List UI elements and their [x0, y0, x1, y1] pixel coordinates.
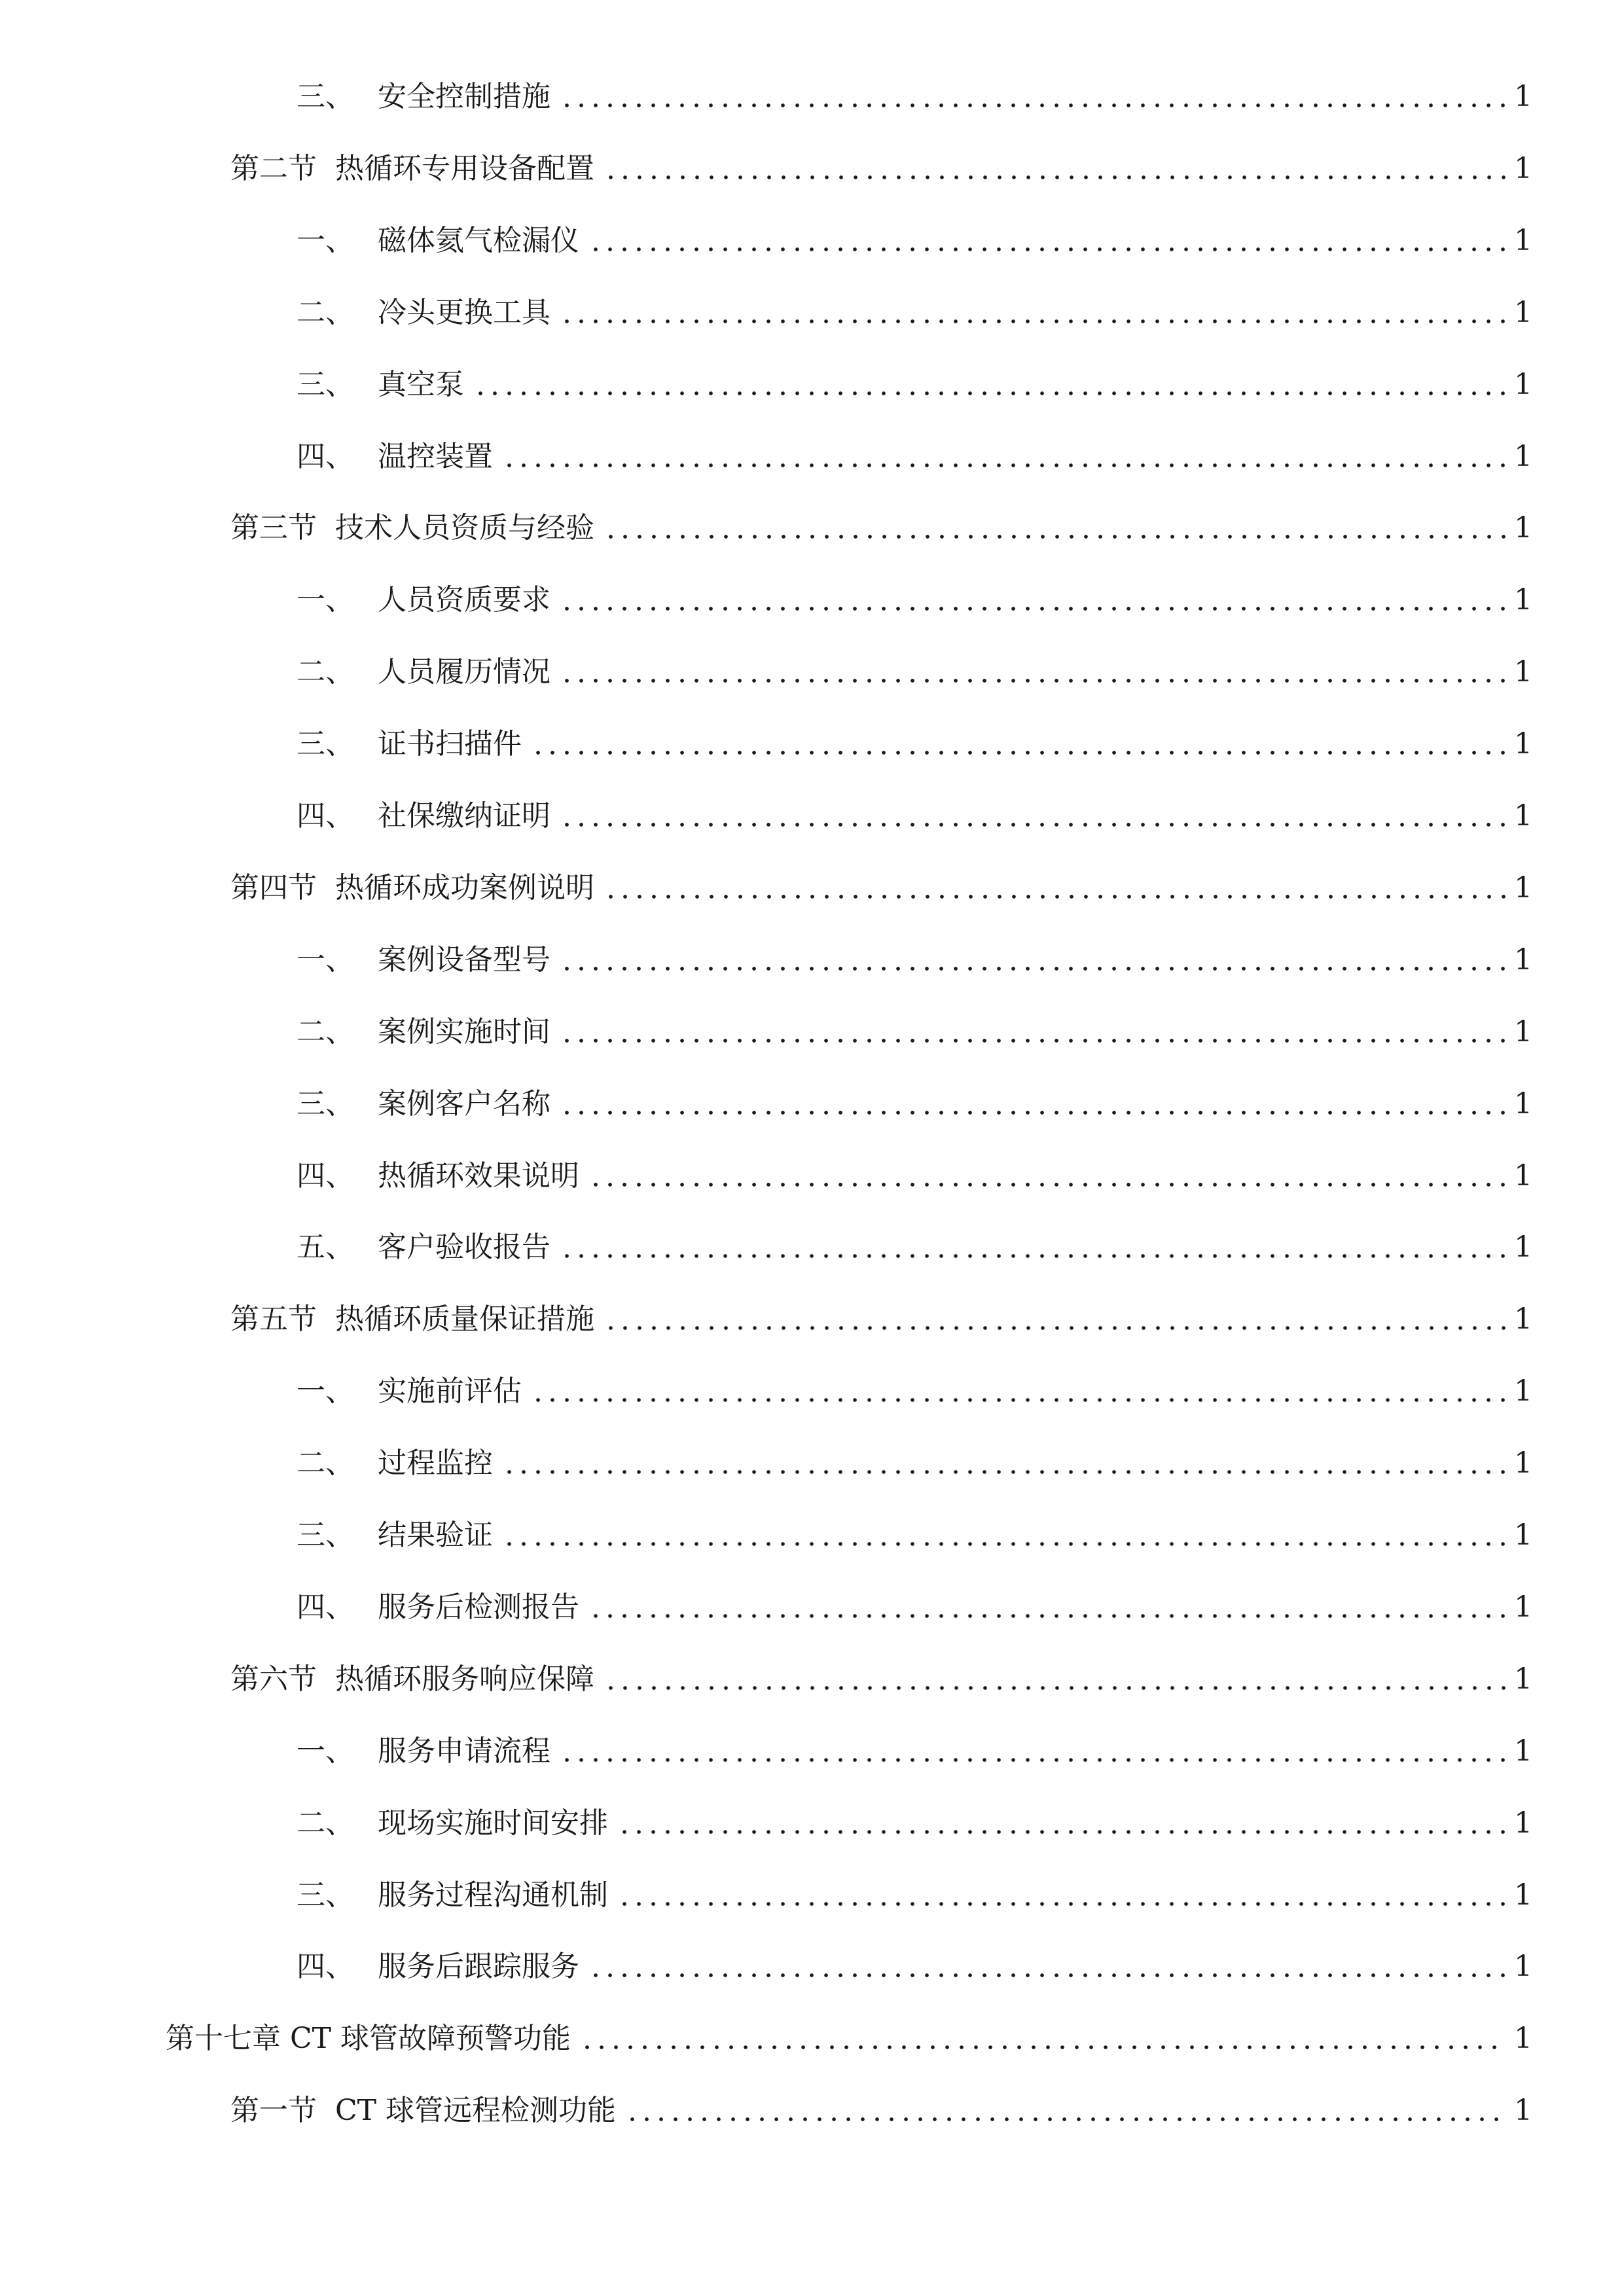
toc-entry-page-number: 1	[1514, 2022, 1532, 2055]
toc-entry-section[interactable]	[0, 865, 1624, 911]
toc-entry-title: 热循环效果说明	[378, 1159, 579, 1193]
toc-entry-page-number: 1	[1514, 1590, 1532, 1624]
toc-entry-number: 第五节	[230, 1302, 317, 1336]
toc-entry-title: 冷头更换工具	[378, 296, 550, 329]
toc-entry-chapter[interactable]	[0, 2016, 1624, 2062]
dot-leader	[531, 1369, 1506, 1414]
toc-entry-number: 三、	[297, 1878, 354, 1912]
toc-entry-number: 五、	[297, 1230, 354, 1264]
toc-entry-number: 第十七章	[166, 2022, 281, 2055]
dot-leader	[502, 1513, 1506, 1558]
dot-leader	[625, 2088, 1506, 2134]
toc-entry-page-number: 1	[1514, 1734, 1532, 1768]
dot-leader	[588, 1585, 1506, 1630]
toc-entry-item[interactable]	[0, 721, 1624, 767]
toc-entry-item[interactable]	[0, 362, 1624, 408]
toc-entry-title: 案例实施时间	[378, 1015, 550, 1049]
toc-entry-item[interactable]	[0, 1513, 1624, 1558]
toc-entry-title: 真空泵	[378, 368, 464, 401]
toc-entry-item[interactable]	[0, 793, 1624, 839]
dot-leader	[502, 434, 1506, 480]
dot-leader	[604, 146, 1506, 192]
toc-entry-number: 三、	[297, 1087, 354, 1121]
dot-leader	[560, 937, 1506, 983]
toc-entry-page-number: 1	[1514, 368, 1532, 401]
toc-entry-page-number: 1	[1514, 799, 1532, 833]
toc-entry-number: 四、	[297, 1950, 354, 1983]
toc-entry-page-number: 1	[1514, 655, 1532, 689]
toc-entry-page-number: 1	[1514, 1087, 1532, 1121]
dot-leader	[604, 865, 1506, 911]
toc-entry-item[interactable]	[0, 649, 1624, 695]
dot-leader	[588, 1153, 1506, 1199]
toc-entry-title: 案例客户名称	[378, 1087, 550, 1121]
toc-entry-item[interactable]	[0, 937, 1624, 983]
toc-entry-page-number: 1	[1514, 224, 1532, 257]
dot-leader	[604, 1657, 1506, 1702]
dot-leader	[560, 649, 1506, 695]
toc-entry-page-number: 1	[1514, 1518, 1532, 1552]
toc-entry-title: 案例设备型号	[378, 943, 550, 977]
toc-entry-number: 第一节	[230, 2094, 317, 2127]
dot-leader	[580, 2016, 1506, 2062]
toc-entry-title: CT 球管远程检测功能	[335, 2094, 616, 2127]
toc-entry-number: 一、	[297, 583, 354, 617]
toc-entry-title: 证书扫描件	[378, 727, 522, 761]
dot-leader	[560, 793, 1506, 839]
toc-entry-number: 三、	[297, 727, 354, 761]
dot-leader	[588, 218, 1506, 264]
toc-entry-item[interactable]	[0, 1225, 1624, 1270]
dot-leader	[560, 74, 1506, 120]
toc-entry-page-number: 1	[1514, 1159, 1532, 1193]
toc-entry-page-number: 1	[1514, 1374, 1532, 1408]
toc-entry-page-number: 1	[1514, 1662, 1532, 1696]
toc-entry-title: 服务申请流程	[378, 1734, 550, 1768]
toc-entry-number: 第四节	[230, 871, 317, 905]
toc-entry-number: 三、	[297, 1518, 354, 1552]
toc-entry-number: 第二节	[230, 152, 317, 185]
toc-entry-number: 第三节	[230, 511, 317, 545]
toc-entry-item[interactable]	[0, 577, 1624, 623]
dot-leader	[560, 1729, 1506, 1774]
toc-entry-page-number: 1	[1514, 1446, 1532, 1480]
toc-entry-title: 技术人员资质与经验	[335, 511, 594, 545]
dot-leader	[502, 1441, 1506, 1486]
toc-entry-item[interactable]	[0, 1153, 1624, 1199]
toc-entry-title: 热循环专用设备配置	[335, 152, 594, 185]
toc-entry-section[interactable]	[0, 1297, 1624, 1342]
toc-entry-title: 社保缴纳证明	[378, 799, 550, 833]
toc-entry-title: 服务后检测报告	[378, 1590, 579, 1624]
toc-entry-section[interactable]	[0, 505, 1624, 551]
toc-entry-page-number: 1	[1514, 1302, 1532, 1336]
toc-entry-title: 人员资质要求	[378, 583, 550, 617]
toc-entry-number: 二、	[297, 1806, 354, 1840]
toc-entry-page-number: 1	[1514, 1230, 1532, 1264]
toc-entry-number: 二、	[297, 655, 354, 689]
dot-leader	[560, 1225, 1506, 1270]
toc-entry-number: 三、	[297, 368, 354, 401]
toc-entry-item[interactable]	[0, 1369, 1624, 1414]
toc-entry-number: 二、	[297, 296, 354, 329]
toc-entry-item[interactable]	[0, 1801, 1624, 1846]
toc-entry-page-number: 1	[1514, 1015, 1532, 1049]
toc-entry-page-number: 1	[1514, 1950, 1532, 1983]
toc-entry-number: 二、	[297, 1446, 354, 1480]
toc-entry-number: 四、	[297, 1590, 354, 1624]
dot-leader	[560, 577, 1506, 623]
toc-entry-item[interactable]	[0, 1944, 1624, 1990]
toc-entry-section[interactable]	[0, 2088, 1624, 2134]
toc-entry-title: 热循环成功案例说明	[335, 871, 594, 905]
toc-entry-title: 安全控制措施	[378, 80, 550, 113]
toc-entry-number: 四、	[297, 1159, 354, 1193]
toc-entry-title: 温控装置	[378, 440, 493, 473]
toc-entry-title: 人员履历情况	[378, 655, 550, 689]
toc-entry-title: 热循环服务响应保障	[335, 1662, 594, 1696]
toc-entry-page-number: 1	[1514, 2094, 1532, 2127]
toc-entry-page-number: 1	[1514, 1878, 1532, 1912]
toc-entry-title: 服务后跟踪服务	[378, 1950, 579, 1983]
toc-entry-title: 服务过程沟通机制	[378, 1878, 608, 1912]
toc-entry-page-number: 1	[1514, 296, 1532, 329]
toc-entry-page-number: 1	[1514, 440, 1532, 473]
toc-entry-page-number: 1	[1514, 583, 1532, 617]
dot-leader	[588, 1944, 1506, 1990]
toc-entry-title: 热循环质量保证措施	[335, 1302, 594, 1336]
dot-leader	[617, 1801, 1506, 1846]
dot-leader	[473, 362, 1506, 408]
toc-entry-page-number: 1	[1514, 1806, 1532, 1840]
toc-entry-item[interactable]	[0, 1441, 1624, 1486]
toc-entry-page-number: 1	[1514, 727, 1532, 761]
toc-entry-item[interactable]	[0, 434, 1624, 480]
toc-entry-title: 磁体氦气检漏仪	[378, 224, 579, 257]
dot-leader	[617, 1873, 1506, 1918]
toc-entry-page-number: 1	[1514, 511, 1532, 545]
toc-entry-item[interactable]	[0, 1009, 1624, 1055]
toc-entry-title: 过程监控	[378, 1446, 493, 1480]
toc-entry-item[interactable]	[0, 1585, 1624, 1630]
dot-leader	[604, 1297, 1506, 1342]
toc-entry-number: 四、	[297, 440, 354, 473]
toc-entry-item[interactable]	[0, 218, 1624, 264]
toc-entry-item[interactable]	[0, 74, 1624, 120]
toc-entry-page-number: 1	[1514, 80, 1532, 113]
toc-entry-title: 结果验证	[378, 1518, 493, 1552]
toc-entry-number: 一、	[297, 943, 354, 977]
toc-entry-section[interactable]	[0, 146, 1624, 192]
toc-entry-page-number: 1	[1514, 943, 1532, 977]
dot-leader	[560, 1009, 1506, 1055]
toc-entry-item[interactable]	[0, 290, 1624, 336]
toc-entry-title: 现场实施时间安排	[378, 1806, 608, 1840]
toc-entry-number: 二、	[297, 1015, 354, 1049]
toc-entry-page-number: 1	[1514, 152, 1532, 185]
toc-entry-number: 一、	[297, 224, 354, 257]
toc-entry-number: 一、	[297, 1734, 354, 1768]
toc-entry-number: 第六节	[230, 1662, 317, 1696]
toc-entry-section[interactable]	[0, 1657, 1624, 1702]
toc-entry-title: CT 球管故障预警功能	[290, 2022, 571, 2055]
dot-leader	[531, 721, 1506, 767]
toc-entry-item[interactable]	[0, 1873, 1624, 1918]
dot-leader	[560, 290, 1506, 336]
toc-entry-page-number: 1	[1514, 871, 1532, 905]
toc-entry-title: 实施前评估	[378, 1374, 522, 1408]
toc-entry-item[interactable]	[0, 1729, 1624, 1774]
dot-leader	[604, 505, 1506, 551]
toc-entry-number: 三、	[297, 80, 354, 113]
toc-entry-number: 一、	[297, 1374, 354, 1408]
dot-leader	[560, 1081, 1506, 1127]
toc-entry-item[interactable]	[0, 1081, 1624, 1127]
toc-entry-title: 客户验收报告	[378, 1230, 550, 1264]
toc-entry-number: 四、	[297, 799, 354, 833]
